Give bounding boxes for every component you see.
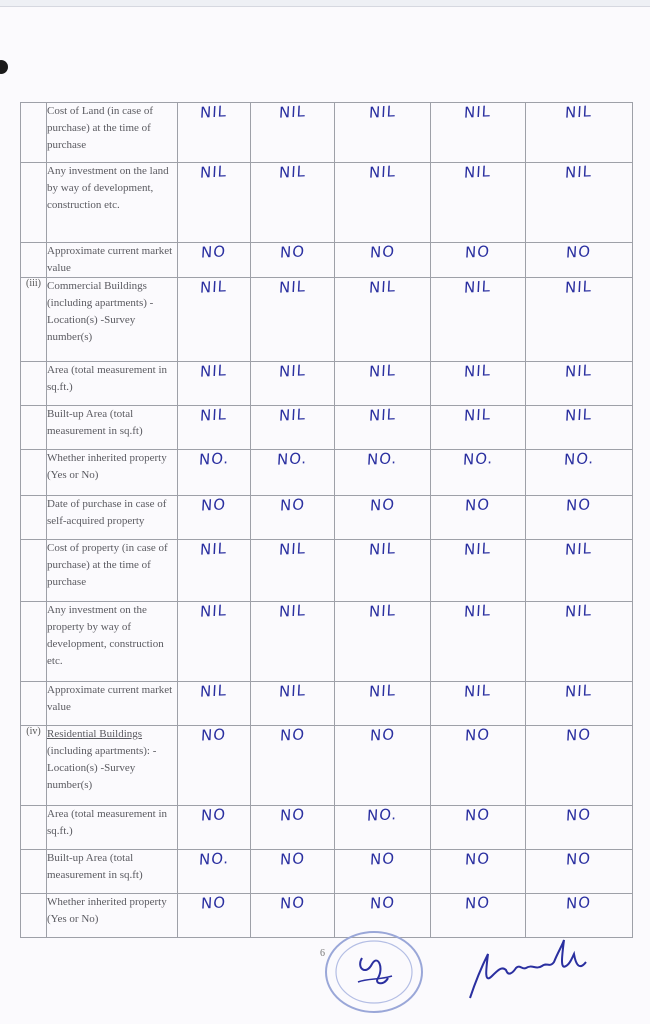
row-value: NIL bbox=[431, 602, 526, 682]
row-value: NO bbox=[526, 243, 633, 278]
row-value: NO. bbox=[335, 806, 431, 850]
table-row bbox=[21, 540, 633, 602]
row-value: NO bbox=[178, 496, 251, 540]
row-value: NIL bbox=[431, 278, 526, 362]
row-value: NIL bbox=[526, 103, 633, 163]
row-value: NO bbox=[335, 243, 431, 278]
row-value: NIL bbox=[178, 163, 251, 243]
table-row bbox=[21, 602, 633, 682]
row-value: NIL bbox=[335, 163, 431, 243]
row-value: NIL bbox=[178, 362, 251, 406]
table-row bbox=[21, 726, 633, 806]
row-value: NIL bbox=[431, 682, 526, 726]
row-value: NIL bbox=[335, 406, 431, 450]
table-row bbox=[21, 806, 633, 850]
row-label: Built-up Area (total measurement in sq.ft) bbox=[47, 850, 178, 894]
row-label: Commercial Buildings (including apartments) -Location(s) -Survey number(s) bbox=[47, 278, 178, 362]
row-label: Any investment on the land by way of development, construction etc. bbox=[47, 163, 178, 243]
row-value: NO. bbox=[178, 450, 251, 496]
row-value: NO bbox=[526, 850, 633, 894]
row-value: NIL bbox=[251, 103, 335, 163]
row-number: (iii) bbox=[21, 278, 47, 362]
row-value: NO bbox=[335, 496, 431, 540]
row-value: NO bbox=[251, 726, 335, 806]
row-value: NIL bbox=[335, 540, 431, 602]
row-label: Whether inherited property (Yes or No) bbox=[47, 450, 178, 496]
row-value: NO bbox=[335, 726, 431, 806]
row-value: NO. bbox=[335, 450, 431, 496]
row-value: NIL bbox=[251, 163, 335, 243]
row-value: NO bbox=[526, 496, 633, 540]
row-value: NIL bbox=[335, 682, 431, 726]
table-row bbox=[21, 362, 633, 406]
row-value: NIL bbox=[526, 278, 633, 362]
row-value: NO bbox=[526, 726, 633, 806]
row-value: NIL bbox=[251, 682, 335, 726]
row-label: Approximate current market value bbox=[47, 682, 178, 726]
row-value: NO bbox=[251, 496, 335, 540]
row-value: NO bbox=[178, 894, 251, 938]
row-value: NO bbox=[431, 850, 526, 894]
row-value: NIL bbox=[178, 602, 251, 682]
row-number bbox=[21, 362, 47, 406]
row-number bbox=[21, 806, 47, 850]
row-value: NIL bbox=[251, 362, 335, 406]
row-value: NO bbox=[251, 894, 335, 938]
row-value: NIL bbox=[335, 278, 431, 362]
row-value: NO. bbox=[251, 450, 335, 496]
row-label: Cost of Land (in case of purchase) at the time of purchase bbox=[47, 103, 178, 163]
row-label: Area (total measurement in sq.ft.) bbox=[47, 362, 178, 406]
row-value: NIL bbox=[251, 406, 335, 450]
punch-hole bbox=[0, 60, 8, 74]
row-value: NIL bbox=[335, 362, 431, 406]
row-value: NIL bbox=[431, 406, 526, 450]
row-value: NO bbox=[251, 243, 335, 278]
row-value: NIL bbox=[526, 682, 633, 726]
signature bbox=[462, 936, 592, 1006]
row-value: NIL bbox=[526, 362, 633, 406]
row-value: NO bbox=[431, 243, 526, 278]
row-label: Any investment on the property by way of development, construction etc. bbox=[47, 602, 178, 682]
row-label: Date of purchase in case of self-acquired property bbox=[47, 496, 178, 540]
row-value: NIL bbox=[251, 278, 335, 362]
row-label: Area (total measurement in sq.ft.) bbox=[47, 806, 178, 850]
row-value: NIL bbox=[526, 540, 633, 602]
row-value: NO bbox=[431, 894, 526, 938]
section-heading: Residential Buildings bbox=[47, 728, 143, 740]
official-stamp bbox=[322, 928, 426, 1016]
row-value: NIL bbox=[178, 103, 251, 163]
row-value: NO bbox=[431, 726, 526, 806]
row-value: NIL bbox=[526, 602, 633, 682]
row-value: NO bbox=[178, 726, 251, 806]
row-label: Approximate current market value bbox=[47, 243, 178, 278]
property-details-table bbox=[20, 102, 633, 938]
row-value: NO bbox=[431, 496, 526, 540]
row-value: NO bbox=[178, 806, 251, 850]
table-row bbox=[21, 850, 633, 894]
page-top-edge bbox=[0, 0, 650, 7]
row-number: (iv) bbox=[21, 726, 47, 806]
row-value: NIL bbox=[178, 540, 251, 602]
row-value: NIL bbox=[251, 602, 335, 682]
row-number bbox=[21, 450, 47, 496]
row-value: NO bbox=[335, 850, 431, 894]
table-row bbox=[21, 103, 633, 163]
row-value: NO bbox=[431, 806, 526, 850]
row-value: NIL bbox=[251, 540, 335, 602]
row-value: NIL bbox=[526, 406, 633, 450]
row-number bbox=[21, 496, 47, 540]
table-row bbox=[21, 243, 633, 278]
row-value: NIL bbox=[431, 540, 526, 602]
row-value: NO bbox=[335, 894, 431, 938]
row-value: NIL bbox=[178, 682, 251, 726]
row-number bbox=[21, 894, 47, 938]
row-value: NO. bbox=[178, 850, 251, 894]
table-row bbox=[21, 163, 633, 243]
row-value: NIL bbox=[431, 163, 526, 243]
table-row bbox=[21, 682, 633, 726]
row-value: NO. bbox=[431, 450, 526, 496]
row-value: NIL bbox=[178, 278, 251, 362]
row-value: NO bbox=[251, 850, 335, 894]
row-label: Cost of property (in case of purchase) at the time of purchase bbox=[47, 540, 178, 602]
row-value: NIL bbox=[431, 362, 526, 406]
row-number bbox=[21, 406, 47, 450]
row-label: Residential Buildings (including apartments): -Location(s) -Survey number(s) bbox=[47, 726, 178, 806]
row-value: NIL bbox=[178, 406, 251, 450]
row-number bbox=[21, 540, 47, 602]
row-value: NO bbox=[526, 806, 633, 850]
row-value: NIL bbox=[431, 103, 526, 163]
row-number bbox=[21, 243, 47, 278]
row-label: Built-up Area (total measurement in sq.ft) bbox=[47, 406, 178, 450]
row-label: Whether inherited property (Yes or No) bbox=[47, 894, 178, 938]
table-row bbox=[21, 278, 633, 362]
page-number: 6 bbox=[320, 948, 325, 959]
row-value: NO bbox=[251, 806, 335, 850]
table-row bbox=[21, 406, 633, 450]
row-number bbox=[21, 103, 47, 163]
row-value: NIL bbox=[335, 103, 431, 163]
row-number bbox=[21, 602, 47, 682]
row-number bbox=[21, 850, 47, 894]
row-value: NIL bbox=[335, 602, 431, 682]
row-number bbox=[21, 163, 47, 243]
row-value: NO bbox=[178, 243, 251, 278]
table-row bbox=[21, 450, 633, 496]
row-number bbox=[21, 682, 47, 726]
table-row bbox=[21, 496, 633, 540]
row-value: NO. bbox=[526, 450, 633, 496]
row-value: NIL bbox=[526, 163, 633, 243]
row-value: NO bbox=[526, 894, 633, 938]
